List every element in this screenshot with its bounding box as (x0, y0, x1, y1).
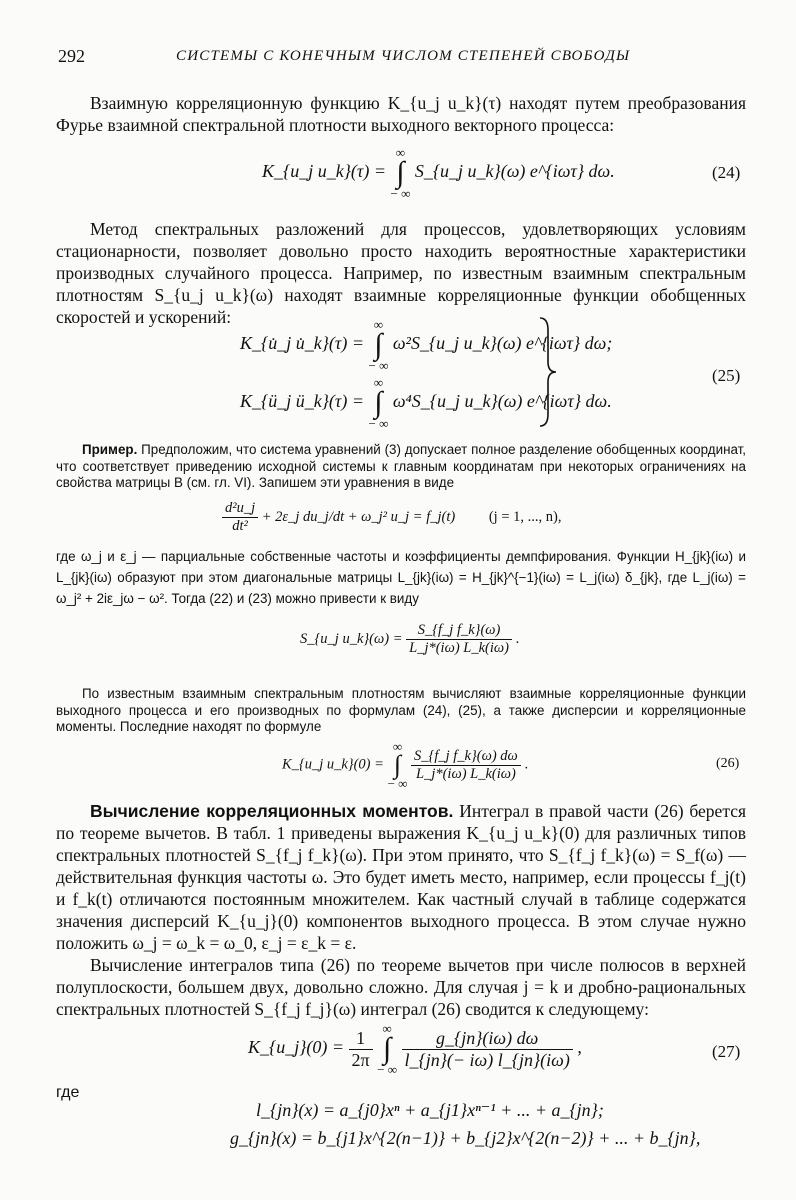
fraction-numerator: d²u_j (222, 500, 258, 518)
equation-spectral-density: S_{u_j u_k}(ω) = $\frac{\text{S\_\{f\_j f\_k\}(ω)}}{L\_j*(i\omega) L\_k(i\omega)}$ . (300, 622, 520, 656)
eq27-lhs: K_{u_j}(0) = (248, 1037, 345, 1058)
upper-limit: ∞ (392, 739, 403, 754)
example-label: Пример. (82, 442, 138, 457)
fraction-denominator: L_j*(iω) L_k(iω) (416, 765, 516, 782)
eq26-lhs: K_{u_j u_k}(0) = (282, 756, 384, 773)
polynomial-g: g_{jn}(x) = b_{j1}x^{2(n−1)} + b_{j2}x^{2(n−2)} + ... + b_{jn}, (230, 1128, 701, 1148)
fraction-denominator: 2π (351, 1049, 370, 1070)
fraction-denominator: l_{jn}(− iω) l_{jn}(iω) (404, 1049, 570, 1070)
equation-number-27: (27) (712, 1042, 741, 1061)
integral-sign: ∞ ∫ − ∞ (390, 145, 411, 201)
equation-number-24: (24) (712, 163, 741, 182)
equation-number-26: (26) (716, 756, 740, 771)
equation-24 (262, 146, 615, 200)
coefficient-fraction (349, 1028, 373, 1071)
paragraph-method: Метод спектральных разложений для процессов, удовлетворяющих условиям стационарности, позволяет довольно просто находить вероятностные характеристики производных случайного процесса. Например, по известным взаимным спектральным плотностям S_{u_j u_k}(ω) находят взаимные корреляционные функции обобщенных скоростей и ускорений: (56, 219, 746, 327)
fraction-numerator: 1 (349, 1028, 373, 1050)
eq25-line1-rhs: ω²S_{u_j u_k}(ω) e^{iωτ} dω; (392, 333, 613, 354)
spectral-fraction (406, 622, 512, 657)
where-label: где (56, 1084, 80, 1101)
section-text: Интеграл в правой части (26) берется по теореме вычетов. В табл. 1 приведены выражения K_{u_j u_k}(0) для различных типов спектральных плотностей S_{f_j f_k}(ω). При этом принято, что S_{f_j f_k}(ω) = S_f(ω) — действительная функция частоты ω. Это будет иметь место, например, если процессы f_j(t) и f_k(t) отличаются постоянным множителем. Как частный случай в таблице содержатся значения дисперсий K_{u_j}(0) компонентов выходного процесса. В этом случае нужно положить ω_j = ω_k = ω_0, ε_j = ε_k = ε. (56, 801, 747, 953)
eq25-line2-lhs: K_{ü_j ü_k}(τ) = (240, 391, 364, 412)
spectral-lhs: S_{u_j u_k}(ω) = (300, 630, 403, 647)
lower-limit: − ∞ (387, 776, 408, 791)
integral-sign: ∞ ∫ − ∞ (368, 317, 389, 373)
example-text: Предположим, что система уравнений (3) допускает полное разделение обобщенных координат, что соответствует приведению исходной системы к главным координатам при некоторых ограничениях на свойства матрицы B (см. гл. VI). Запишем эти уравнения в виде (56, 442, 746, 490)
example-equation (222, 500, 561, 535)
example-equation-body: + 2ε_j du_j/dt + ω_j² u_j = f_j(t) (261, 508, 456, 525)
eq25-line1-lhs: K_{u̇_j u̇_k}(τ) = (240, 333, 364, 354)
eq24-rhs: S_{u_j u_k}(ω) e^{iωτ} dω. (414, 161, 615, 182)
fraction-numerator: S_{f_j f_k}(ω) (406, 622, 512, 640)
polynomial-l: l_{jn}(x) = a_{j0}xⁿ + a_{j1}xⁿ⁻¹ + ... + a_{jn}; (256, 1100, 604, 1120)
equation-27: K_{u_j}(0) = $\frac{1}{2\pi}$ ∞ ∫ − ∞ $\frac{g\_\{jn\}(i\omega) d\omega}{l\_\{jn\}(- i\omega) l\_\{jn\}(i\omega)}$ , (248, 1021, 582, 1077)
section-paragraph (56, 800, 746, 954)
running-title: СИСТЕМЫ С КОНЕЧНЫМ ЧИСЛОМ СТЕПЕНЕЙ СВОБОДЫ (176, 48, 631, 64)
lower-limit: − ∞ (377, 1062, 397, 1077)
lower-limit: − ∞ (390, 186, 411, 201)
section-paragraph-2: Вычисление интегралов типа (26) по теореме вычетов при числе полюсов в верхней полуплоскости, большем двух, довольно сложно. Для случая j = k и дробно-рациональных спектральных плотностей S_{f_j f_j}(ω) интеграл (26) сводится к следующему: (56, 955, 746, 1019)
second-derivative-fraction (222, 500, 258, 535)
section-heading: Вычисление корреляционных моментов. (90, 801, 454, 821)
paragraph-intro: Взаимную корреляционную функцию K_{u_j u_k}(τ) находят путем преобразования Фурье взаимной спектральной плотности выходного векторного процесса: (56, 93, 746, 135)
eq24-lhs: K_{u_j u_k}(τ) = (262, 161, 386, 182)
example-equation-index: (j = 1, ..., n), (488, 508, 562, 525)
upper-limit: ∞ (373, 375, 384, 390)
equation-number-25: (25) (712, 366, 741, 385)
upper-limit: ∞ (382, 1021, 392, 1036)
page-number: 292 (58, 46, 85, 66)
upper-limit: ∞ (395, 145, 406, 160)
integral-sign: ∞ ∫ − ∞ (387, 739, 408, 791)
fraction-numerator: S_{f_j f_k}(ω) dω (411, 748, 521, 766)
eq26-fraction (411, 748, 521, 783)
integral-sign: ∞ ∫ − ∞ (368, 375, 389, 431)
eq27-fraction (402, 1028, 573, 1071)
fraction-denominator: L_j*(iω) L_k(iω) (409, 640, 509, 656)
lower-limit: − ∞ (368, 358, 389, 373)
example-paragraph (56, 442, 746, 492)
example-paragraph-3: По известным взаимным спектральным плотностям вычисляют взаимные корреляционные функции выходного процесса и его производных по формулам (24), (25), а также дисперсии и корреляционные моменты. Последние находят по формуле (56, 686, 746, 734)
integral-sign: ∞ ∫ − ∞ (377, 1021, 397, 1077)
fraction-numerator: g_{jn}(iω) dω (402, 1028, 573, 1050)
eq25-line2-rhs: ω⁴S_{u_j u_k}(ω) e^{iωτ} dω. (392, 391, 612, 412)
equation-26: K_{u_j u_k}(0) = ∞ ∫ − ∞ $\frac{\text{S\_\{f\_j f\_k\}(ω) dω}}{L\_j*(i\omega) L\_k(i\omega)}$ . (282, 739, 529, 791)
fraction-denominator: dt² (232, 518, 248, 534)
lower-limit: − ∞ (368, 416, 389, 431)
right-brace (536, 316, 558, 428)
example-paragraph-2: где ω_j и ε_j — парциальные собственные частоты и коэффициенты демпфирования. Функции H_{jk}(iω) и L_{jk}(iω) образуют при этом диагональные матрицы L_{jk}(iω) = H_{jk}^{−1}(iω) = L_j(iω) δ_{jk}, где L_j(iω) = ω_j² + 2iε_jω − ω². Тогда (22) и (23) можно привести к виду (56, 549, 746, 606)
upper-limit: ∞ (373, 317, 384, 332)
